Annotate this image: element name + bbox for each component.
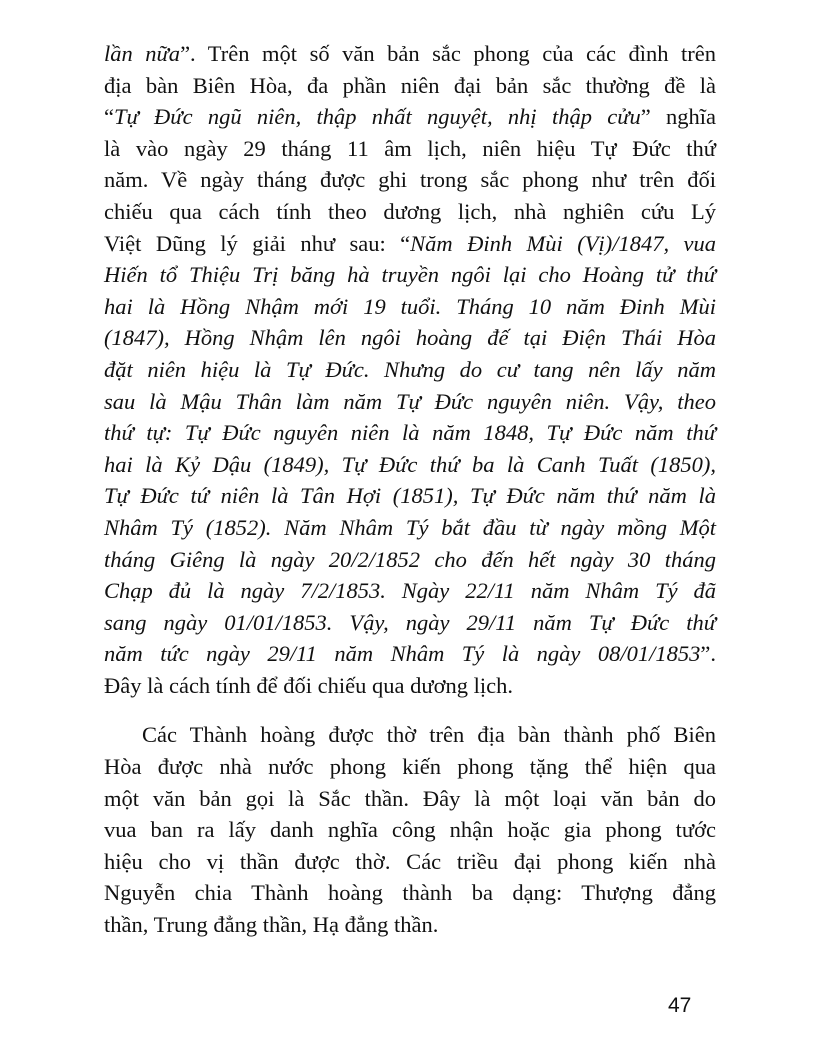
text-line [104,449,716,481]
italic-text-segment: lần nữa [104,41,181,66]
italic-text-segment: sau là Mậu Thân làm năm Tự Đức nguyên niên. Vậy, theo [104,388,716,414]
text-line [104,512,716,544]
text-line [104,38,716,70]
italic-text-segment: hai là Hồng Nhậm mới 19 tuổi. Tháng 10 năm Đinh Mùi [104,293,716,319]
italic-text-segment: năm tức ngày 29/11 năm Nhâm Tý là ngày 08/01/1853 [104,641,701,667]
text-segment: ” nghĩa [640,104,716,130]
text-line [104,638,716,670]
page-body [104,38,716,941]
text-line [104,909,716,941]
text-line [104,386,716,418]
page-number: 47 [668,994,692,1017]
italic-text-segment: (1847), Hồng Nhậm lên ngôi hoàng đế tại Điện Thái Hòa [104,325,716,351]
text-segment: vua ban ra lấy danh nghĩa công nhận hoặc gia phong tước [104,817,716,843]
text-segment: chiếu qua cách tính theo dương lịch, nhà nghiên cứu Lý [104,198,716,224]
text-line [104,417,716,449]
text-line [104,877,716,909]
text-segment: Nguyễn chia Thành hoàng thành ba dạng: Thượng đẳng [104,880,716,906]
text-segment: ”. Trên một số văn bản sắc phong của các đình trên [180,41,716,66]
text-line [104,544,716,576]
text-line [104,575,716,607]
text-line [104,259,716,291]
italic-text-segment: thứ tự: Tự Đức nguyên niên là năm 1848, Tự Đức năm thứ [104,420,716,446]
text-segment: địa bàn Biên Hòa, đa phần niên đại bản sắc thường đề là [104,72,716,98]
text-line [104,670,716,702]
italic-text-segment: hai là Kỷ Dậu (1849), Tự Đức thứ ba là Canh Tuất (1850), [104,451,716,477]
text-segment: ”. [700,641,716,667]
italic-text-segment: đặt niên hiệu là Tự Đức. Nhưng do cư tang nên lấy năm [104,356,716,382]
text-segment: năm. Về ngày tháng được ghi trong sắc phong như trên đối [104,167,716,193]
paragraph-spacing [104,701,716,719]
text-line [104,846,716,878]
text-line [104,480,716,512]
text-segment: “ [104,104,114,130]
text-line [104,354,716,386]
paragraph-thanh-hoang [104,719,716,940]
italic-text-segment: tháng Giêng là ngày 20/2/1852 cho đến hết ngày 30 tháng [104,546,716,572]
italic-text-segment: Chạp đủ là ngày 7/2/1853. Ngày 22/11 năm Nhâm Tý đã [104,578,716,604]
italic-text-segment: Tự Đức ngũ niên, thập nhất nguyệt, nhị thập cửu [114,104,641,130]
text-line [104,783,716,815]
text-line [104,814,716,846]
italic-text-segment: Tự Đức tứ niên là Tân Hợi (1851), Tự Đức năm thứ năm là [104,483,716,509]
text-line [104,164,716,196]
italic-text-segment: Năm Đinh Mùi (Vị)/1847, vua [410,230,717,256]
text-line [104,196,716,228]
text-segment: Hòa được nhà nước phong kiến phong tặng thể hiện qua [104,754,716,780]
italic-text-segment: Hiến tổ Thiệu Trị băng hà truyền ngôi lại cho Hoàng tử thứ [104,262,716,288]
text-segment: là vào ngày 29 tháng 11 âm lịch, niên hiệu Tự Đức thứ [104,135,716,161]
text-line [104,322,716,354]
text-segment: Các Thành hoàng được thờ trên địa bàn thành phố Biên [142,722,716,748]
italic-text-segment: Nhâm Tý (1852). Năm Nhâm Tý bắt đầu từ ngày mồng Một [104,514,716,540]
text-line [104,291,716,323]
paragraph-calendar-explanation [104,38,716,701]
text-line [104,607,716,639]
text-line [104,133,716,165]
text-segment: một văn bản gọi là Sắc thần. Đây là một loại văn bản do [104,785,716,811]
text-line [104,228,716,260]
text-line [104,101,716,133]
text-segment: thần, Trung đẳng thần, Hạ đẳng thần. [104,912,439,938]
italic-text-segment: sang ngày 01/01/1853. Vậy, ngày 29/11 năm Tự Đức thứ [104,609,716,635]
text-segment: Đây là cách tính để đối chiếu qua dương lịch. [104,672,513,698]
text-line [104,719,716,751]
text-line [104,70,716,102]
text-segment: Việt Dũng lý giải như sau: “ [104,230,411,256]
text-line [104,751,716,783]
text-segment: hiệu cho vị thần được thờ. Các triều đại phong kiến nhà [104,848,716,874]
